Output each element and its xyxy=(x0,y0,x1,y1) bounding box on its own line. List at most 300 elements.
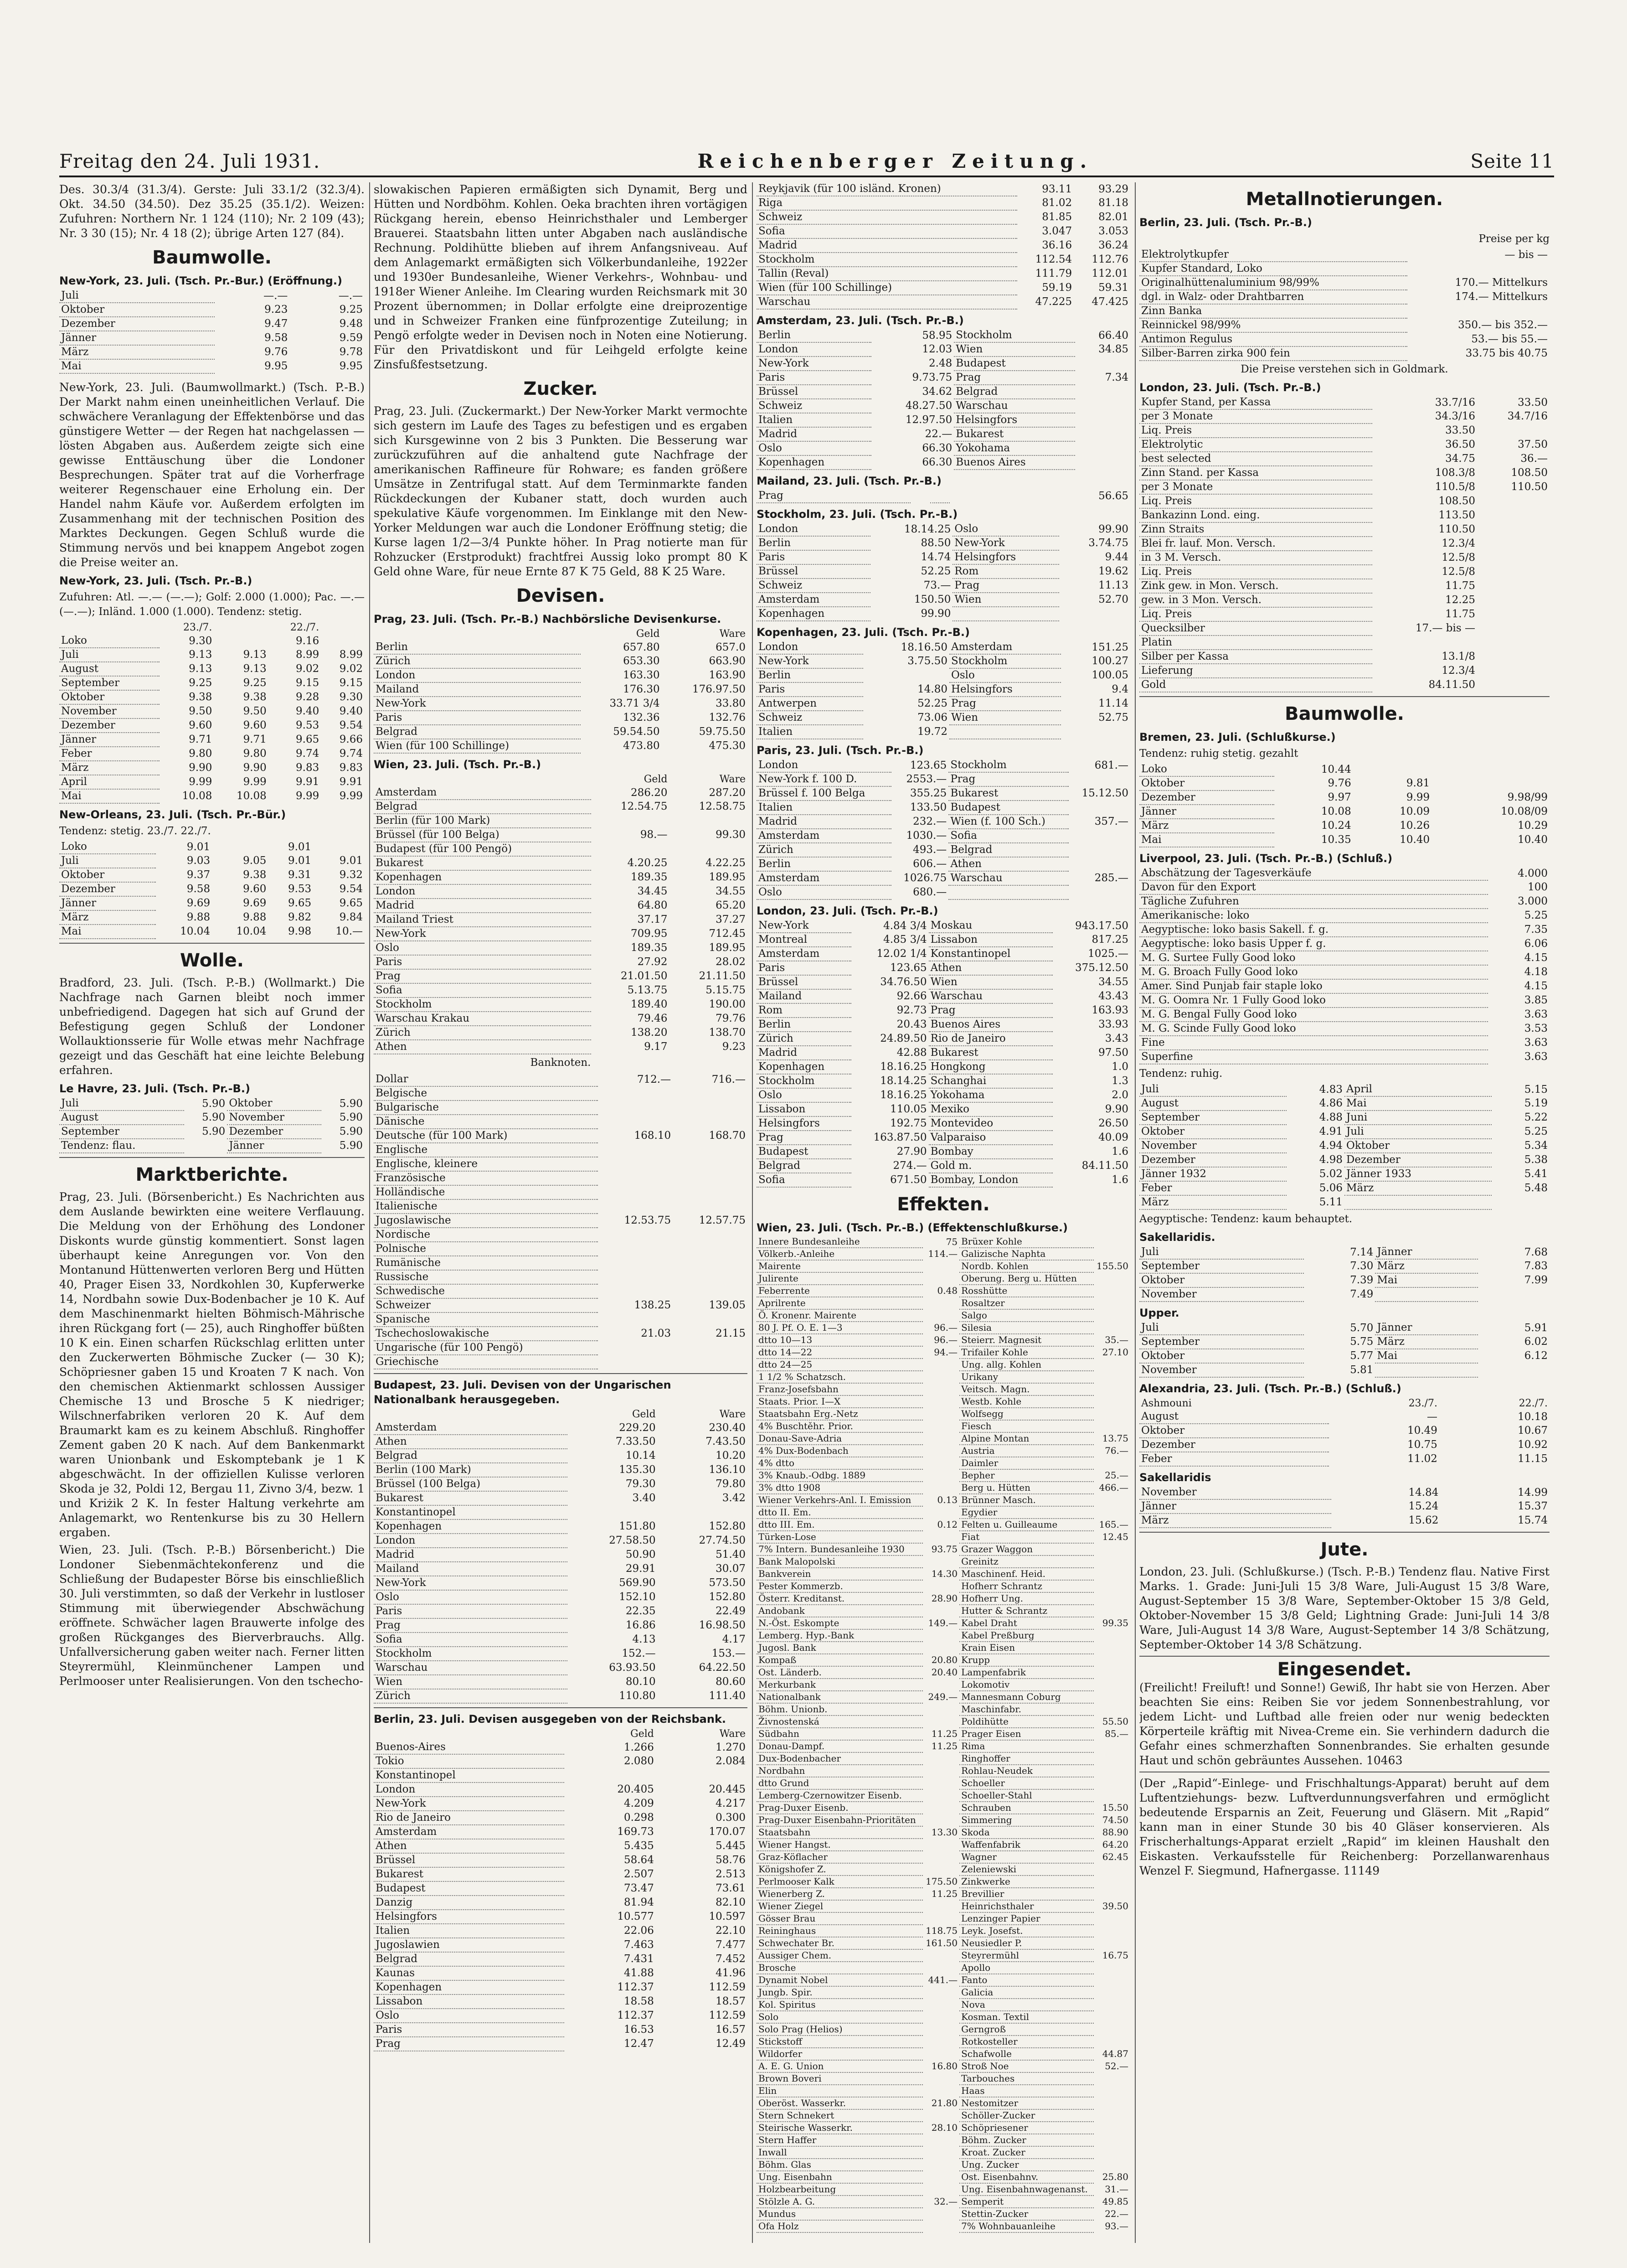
row-value: 41.96 xyxy=(716,1967,746,1979)
table-row xyxy=(374,1938,747,1952)
row-value: 5.48 xyxy=(1524,1182,1548,1194)
row-label: Poldihütte xyxy=(959,1715,1094,1728)
row-value: 12.3/4 xyxy=(1442,537,1476,549)
row-value: 357.— xyxy=(1094,816,1128,827)
row-value: 110.5/8 xyxy=(1435,481,1476,493)
table-row xyxy=(757,1159,1130,1173)
row-value: 20.40 xyxy=(931,1667,958,1678)
row-label: Bankverein xyxy=(757,1568,923,1580)
row-label: Staats. Prior. I—X xyxy=(757,1395,923,1408)
row-label: Athen xyxy=(929,961,1053,975)
table-row xyxy=(757,455,1130,470)
row-label: Stroß Noe xyxy=(959,2060,1094,2072)
row-label: Paris xyxy=(757,550,870,564)
row-label: Ung. Zucker xyxy=(959,2159,1094,2171)
row-value: 81.85 xyxy=(1042,211,1072,223)
table-sakellaridis-alexandria xyxy=(1139,1486,1550,1528)
row-label: Loko xyxy=(1139,763,1274,776)
row-label: in 3 M. Versch. xyxy=(1139,551,1372,565)
row-value: 52.25 xyxy=(917,697,947,709)
table-row xyxy=(757,2060,1130,2072)
row-value: 4.83 xyxy=(1319,1083,1343,1095)
amsterdam-head: Amsterdam, 23. Juli. (Tsch. Pr.-B.) xyxy=(757,314,964,327)
table-row xyxy=(59,1097,365,1111)
row-label: Hongkong xyxy=(929,1060,1053,1074)
table-row xyxy=(59,775,365,789)
row-label: per 3 Monate xyxy=(1139,409,1372,424)
table-row xyxy=(374,955,747,969)
row-label: Völkerb.-Anleihe xyxy=(757,1248,923,1260)
row-label: Innere Bundesanleihe xyxy=(757,1236,923,1248)
row-value xyxy=(1094,1703,1130,1715)
row-value xyxy=(1059,607,1130,621)
table-row xyxy=(757,342,1130,356)
table-row xyxy=(374,1435,747,1449)
row-label: Wiener Ziegel xyxy=(757,1900,923,1912)
table-row xyxy=(1139,1287,1550,1302)
row-label: Oktober xyxy=(1139,776,1274,790)
row-label: Italien xyxy=(757,801,891,815)
row-label: Brüssel (100 Belga) xyxy=(374,1477,567,1491)
table-row xyxy=(374,1896,747,1910)
row-value: 138.25 xyxy=(634,1299,671,1311)
row-value: 32.— xyxy=(934,2196,958,2207)
row-label: Rotkosteller xyxy=(959,2036,1094,2048)
row-label: September xyxy=(59,1125,184,1139)
row-label: Dezember xyxy=(59,718,160,733)
row-value: 18.58 xyxy=(623,1995,654,2007)
row-value: 19.72 xyxy=(917,726,947,738)
alexandria-head: Alexandria, 23. Juli. (Tsch. Pr.-B.) (Schluß.) xyxy=(1139,1382,1401,1395)
row-label: Loko xyxy=(59,634,160,648)
row-value: 355.25 xyxy=(910,787,947,799)
row-label: Oktober xyxy=(227,1097,321,1111)
row-label: August xyxy=(59,662,160,676)
row-value: 7.431 xyxy=(623,1953,654,1965)
row-value: 229.20 xyxy=(619,1421,656,1434)
row-value: 9.80 xyxy=(189,748,212,759)
row-value: 34.62 xyxy=(922,386,953,398)
table-row xyxy=(374,1825,747,1839)
row-value: 2.084 xyxy=(716,1755,746,1767)
row-label: Athen xyxy=(374,1839,564,1853)
row-value: 10.75 xyxy=(1407,1439,1437,1451)
row-value: 112.01 xyxy=(1092,268,1128,279)
row-value: 16.80 xyxy=(931,2061,958,2072)
row-value: 12.02 1/4 xyxy=(876,948,927,960)
table-row xyxy=(757,1715,1130,1728)
row-value: 39.50 xyxy=(1102,1901,1128,1912)
table-row xyxy=(374,969,747,983)
row-value xyxy=(1069,801,1130,815)
row-value: 108.3/8 xyxy=(1435,467,1476,479)
row-value xyxy=(923,1432,959,1445)
table-row xyxy=(757,1088,1130,1102)
row-label: Berlin xyxy=(757,857,891,871)
row-value: 88.50 xyxy=(921,537,951,549)
row-label: Sofia xyxy=(948,829,1069,843)
row-value: 2.507 xyxy=(623,1868,654,1880)
column-header: Geld xyxy=(632,1409,656,1420)
grain-intro: Des. 30.3/4 (31.3/4). Gerste: Juli 33.1/2 (32.3/4). Okt. 34.50 (34.50). Dez 35.25 (35.1/2). Weizen: Zufuhren: Northern Nr. 1 124 (110); Nr. 2 109 (43); Nr. 3 30 (15); Nr. 4 18 (2); übrige Arten 127 (84). xyxy=(59,183,365,240)
table-row xyxy=(757,1102,1130,1116)
row-value: 9.71 xyxy=(243,734,267,745)
row-value: 9.03 xyxy=(186,855,211,867)
row-value: 350.— bis 352.— xyxy=(1458,319,1548,331)
row-label: Paris xyxy=(757,961,851,975)
row-value: 9.38 xyxy=(243,869,267,881)
table-row xyxy=(1139,466,1550,480)
row-value: 22.35 xyxy=(625,1605,656,1617)
row-value: 9.83 xyxy=(296,762,319,774)
table-row xyxy=(59,733,365,747)
row-label: A. E. G. Union xyxy=(757,2060,923,2072)
table-row xyxy=(757,607,1130,621)
row-value: 28.10 xyxy=(931,2122,958,2133)
row-label: Greinitz xyxy=(959,1555,1094,1568)
row-label: Kopenhagen xyxy=(757,455,871,470)
row-value xyxy=(1061,725,1130,739)
row-value: —.— xyxy=(338,289,363,302)
table-row xyxy=(757,1617,1130,1629)
table-row xyxy=(757,441,1130,455)
table-row xyxy=(757,1863,1130,1875)
row-value: 9.95 xyxy=(264,360,288,372)
row-label: Buenos-Aires xyxy=(374,1741,564,1754)
row-label: Inwall xyxy=(757,2146,923,2159)
row-value xyxy=(1075,413,1130,427)
row-value xyxy=(1094,1740,1130,1752)
section-title-cotton: Baumwolle. xyxy=(152,247,272,268)
row-value: 9.48 xyxy=(339,318,363,330)
row-value xyxy=(923,1408,959,1420)
row-value: 66.40 xyxy=(1098,329,1128,341)
row-value: 138.70 xyxy=(709,1027,746,1038)
table-banknoten xyxy=(374,1073,747,1369)
row-value xyxy=(1094,1592,1130,1605)
table-row xyxy=(757,857,1130,871)
row-label: Paris xyxy=(374,711,581,725)
row-label: Juli xyxy=(1139,1321,1304,1335)
row-value xyxy=(923,1359,959,1371)
advertisement-nivea: (Freilicht! Freiluft! und Sonne!) Gewiß, Ihr habt sie von Herzen. Aber beachten Sie eins: Reiben Sie vor jedem Sonnenbestrahlung, vor jedem Licht- und Luftbad alle freien oder nur wenig bedeckten Körperteile kräftig mit Nivea-Creme ein. Sie verhindern dadurch die Gefahr eines schmerzhaften Sonnenbrandes. Sie erhalten gesunde Haut und schön gebräuntes Aussehen. 10463 xyxy=(1139,1681,1550,1767)
table-row xyxy=(374,654,747,668)
row-value: 22.— xyxy=(1105,2208,1128,2219)
row-label: Feber xyxy=(1139,1452,1329,1466)
row-value: 3.047 xyxy=(1042,225,1072,237)
row-value xyxy=(1075,385,1130,399)
row-value: 189.95 xyxy=(709,942,746,954)
table-row xyxy=(59,648,365,662)
row-label: Schweiz xyxy=(757,579,870,593)
row-label: Wienerberg Z. xyxy=(757,1888,923,1900)
row-value: 133.50 xyxy=(910,801,947,813)
row-value: 152.80 xyxy=(709,1520,746,1532)
row-value: 9.65 xyxy=(288,897,312,909)
row-value: 135.30 xyxy=(619,1464,656,1476)
table-row xyxy=(757,356,1130,371)
row-label: New-York f. 100 D. xyxy=(757,772,891,786)
row-value: 1.270 xyxy=(716,1741,746,1753)
row-value: 9.13 xyxy=(189,649,212,661)
row-value: 716.— xyxy=(711,1073,746,1085)
table-row xyxy=(757,697,1130,711)
row-value: 9.37 xyxy=(186,869,211,881)
table-row xyxy=(1139,867,1550,880)
row-value: 4.85 3/4 xyxy=(883,934,927,945)
row-value xyxy=(1069,843,1130,857)
row-label: Lenzinger Papier xyxy=(959,1912,1094,1925)
row-label: Madrid xyxy=(757,815,891,829)
row-value xyxy=(1094,1408,1130,1420)
table-ny-open xyxy=(59,289,365,374)
table-row xyxy=(59,718,365,733)
metal-berlin-note: Preise per kg xyxy=(1478,233,1550,245)
row-value xyxy=(1094,1962,1130,1974)
row-value: 97.50 xyxy=(1098,1047,1128,1059)
table-row xyxy=(757,1974,1130,1986)
row-label: London xyxy=(374,1534,567,1548)
row-value xyxy=(658,1505,747,1519)
row-value: 9.99 xyxy=(189,776,212,788)
row-label: Schafwolle xyxy=(959,2048,1094,2060)
row-value xyxy=(673,1355,747,1369)
row-value: 10.04 xyxy=(236,925,267,937)
row-value: 27.90 xyxy=(896,1146,927,1157)
row-value xyxy=(1094,1863,1130,1875)
row-label: 4% Buschtěhr. Prior. xyxy=(757,1420,923,1432)
row-value: 9.71 xyxy=(189,734,212,745)
row-label: Wildorfer xyxy=(757,2048,923,2060)
row-label: Brüxer Kohle xyxy=(959,1236,1094,1248)
row-label: Amsterdam xyxy=(757,947,851,961)
row-value: 169.73 xyxy=(617,1826,654,1838)
row-value xyxy=(1094,1912,1130,1925)
row-label: Madrid xyxy=(757,238,1017,253)
row-label: Oslo xyxy=(374,2009,564,2023)
row-label: Berlin xyxy=(757,536,870,550)
row-value xyxy=(1094,2097,1130,2109)
row-value: 15.12.50 xyxy=(1081,787,1128,799)
row-label: Kopenhagen xyxy=(374,1519,567,1534)
table-row xyxy=(59,345,365,359)
row-label: März xyxy=(1139,1195,1287,1209)
row-value: 5.22 xyxy=(1524,1111,1548,1123)
table-row xyxy=(1139,409,1550,424)
table-row xyxy=(757,1580,1130,1592)
row-value xyxy=(598,1270,673,1284)
row-value: 17.— bis — xyxy=(1415,622,1476,634)
row-label: Holzbearbeitung xyxy=(757,2183,923,2196)
table-row xyxy=(757,2023,1130,2036)
column-header xyxy=(374,773,591,786)
row-value: 99.90 xyxy=(921,608,951,620)
table-row xyxy=(1139,1153,1550,1167)
row-value: 100 xyxy=(1528,881,1548,893)
row-label: Helsingfors xyxy=(953,550,1059,564)
row-value: 712.45 xyxy=(709,928,746,940)
row-value xyxy=(1477,678,1550,692)
table-row xyxy=(757,1383,1130,1395)
row-label: Rosaltzer xyxy=(959,1297,1094,1309)
row-value: 34.85 xyxy=(1098,343,1128,355)
row-value: 63.93.50 xyxy=(609,1662,656,1674)
row-label: Schoeller-Stahl xyxy=(959,1789,1094,1802)
table-row xyxy=(374,1689,747,1703)
row-value: 709.95 xyxy=(630,928,668,940)
table-row xyxy=(757,1531,1130,1543)
table-row xyxy=(757,536,1130,550)
row-label: Athen xyxy=(374,1040,591,1054)
row-label: Amsterdam xyxy=(757,829,891,843)
table-row xyxy=(757,2183,1130,2196)
table-row xyxy=(59,359,365,373)
row-value: 152.80 xyxy=(709,1591,746,1603)
row-value: 9.60 xyxy=(189,719,212,731)
row-value: 7.68 xyxy=(1524,1246,1548,1258)
table-row xyxy=(59,662,365,676)
row-value xyxy=(1094,1395,1130,1408)
table-row xyxy=(757,1420,1130,1432)
table-row xyxy=(374,1562,747,1576)
row-value: 112.54 xyxy=(1035,253,1072,265)
row-value: 12.53.75 xyxy=(624,1214,671,1226)
row-label: Jänner xyxy=(227,1139,321,1153)
row-value: 681.— xyxy=(1094,759,1128,771)
row-value: 132.36 xyxy=(623,712,660,723)
row-value: 22.06 xyxy=(623,1925,654,1937)
liverpool-tendenz: Tendenz: ruhig. xyxy=(1139,1068,1223,1080)
table-row xyxy=(1139,1452,1550,1466)
row-value: 20.43 xyxy=(896,1018,927,1030)
row-label: Warschau xyxy=(929,989,1053,1003)
row-value xyxy=(923,1309,959,1322)
row-value xyxy=(673,1284,747,1298)
table-row xyxy=(757,1999,1130,2011)
row-value xyxy=(923,1272,959,1285)
table-row xyxy=(374,1491,747,1505)
row-value xyxy=(1094,1248,1130,1260)
row-label: Urikany xyxy=(959,1371,1094,1383)
row-value: 7.49 xyxy=(1350,1288,1374,1300)
row-label: Böhm. Unionb. xyxy=(757,1703,923,1715)
row-value: 9.01 xyxy=(288,855,312,867)
row-value: 10.20 xyxy=(716,1450,746,1462)
row-label xyxy=(1375,1363,1478,1377)
row-value: 64.20 xyxy=(1102,1839,1128,1850)
row-label: Konstantinopel xyxy=(929,947,1053,961)
row-value xyxy=(923,1814,959,1826)
table-row xyxy=(1139,951,1550,965)
row-label: Tallin (Reval) xyxy=(757,267,1017,281)
row-label: Mai xyxy=(59,359,215,373)
ashmouni-head: Ashmouni xyxy=(1141,1398,1192,1409)
table-row xyxy=(757,1408,1130,1420)
row-label: Wiener Verkehrs-Anl. I. Emission xyxy=(757,1494,923,1506)
row-value: 817.25 xyxy=(1092,934,1128,945)
row-value xyxy=(1477,537,1550,551)
row-value: 170.07 xyxy=(709,1826,746,1838)
row-label: Felten u. Guilleaume xyxy=(959,1519,1094,1531)
row-label: Wien (für 100 Schillinge) xyxy=(757,281,1017,295)
row-value: 249.— xyxy=(928,1691,958,1702)
row-label: August xyxy=(1139,1410,1329,1424)
row-label: Ung. allg. Kohlen xyxy=(959,1359,1094,1371)
table-row xyxy=(374,1618,747,1633)
row-value: 168.10 xyxy=(634,1130,671,1142)
table-row xyxy=(1139,565,1550,579)
table-row xyxy=(59,882,365,896)
row-label: Italien xyxy=(374,1924,564,1938)
row-label: Prager Eisen xyxy=(959,1728,1094,1740)
row-value: — bis — xyxy=(1504,248,1548,261)
row-label: Brown Boveri xyxy=(757,2072,923,2085)
row-value: 9.65 xyxy=(296,734,319,745)
row-value: 5.34 xyxy=(1524,1140,1548,1152)
table-row xyxy=(374,997,747,1012)
row-label: Donau-Dampf. xyxy=(757,1740,923,1752)
table-row xyxy=(757,682,1130,697)
table-row xyxy=(1139,1007,1550,1022)
row-label: Mai xyxy=(59,925,156,939)
row-value: 9.95 xyxy=(339,360,363,372)
ny-open-head: New-York, 23. Juli. (Tsch. Pr.-Bur.) (Eröffnung.) xyxy=(59,274,342,287)
row-label: Buenos Aires xyxy=(954,455,1075,470)
row-value: 31.— xyxy=(1105,2184,1128,2195)
table-sakellaridis xyxy=(1139,1245,1550,1302)
row-value: 9.25 xyxy=(189,677,212,689)
row-value xyxy=(1477,664,1550,678)
row-value: 51.40 xyxy=(716,1549,746,1560)
row-value: 53.— bis 55.— xyxy=(1471,333,1548,345)
row-value: 9.30 xyxy=(339,691,363,703)
row-label: März xyxy=(59,345,215,359)
row-value: 9.40 xyxy=(339,705,363,717)
alex-col-head: 23./7. xyxy=(1408,1398,1437,1409)
row-value xyxy=(1094,2023,1130,2036)
row-label: London xyxy=(374,668,581,682)
row-label: 4% Dux-Bodenbach xyxy=(757,1445,923,1457)
row-value xyxy=(923,1580,959,1592)
table-row xyxy=(59,690,365,704)
row-label: Austria xyxy=(959,1445,1094,1457)
row-label: Riga xyxy=(757,196,1017,210)
table-row xyxy=(374,1040,747,1054)
table-row xyxy=(757,801,1130,815)
row-value: 712.— xyxy=(637,1073,671,1085)
row-value xyxy=(1094,1654,1130,1666)
row-label: Mairente xyxy=(757,1260,923,1272)
row-value: 9.31 xyxy=(288,869,312,881)
table-row xyxy=(757,1519,1130,1531)
row-value: 190.00 xyxy=(709,998,746,1010)
row-value xyxy=(673,1100,747,1115)
banknoten-head: Banknoten. xyxy=(530,1057,591,1069)
table-liverpool-futures xyxy=(1139,1083,1550,1210)
row-label: Ö. Kronenr. Mairente xyxy=(757,1309,923,1322)
page-header xyxy=(59,145,1554,172)
table-row xyxy=(757,961,1130,975)
column-header xyxy=(374,627,581,641)
row-label: Oberöst. Wasserkr. xyxy=(757,2097,923,2109)
row-value: 1.3 xyxy=(1112,1075,1128,1087)
row-value: 163.90 xyxy=(709,669,746,681)
jute-report: London, 23. Juli. (Schlußkurse.) (Tsch. P.-B.) Tendenz flau. Native First Marks. 1. Grade: Juni-Juli 15 3/8 Ware, Juli-August 15 3/8 Ware, August-September 15 3/8 Ware, September-Oktober 15 3/8 Geld, Oktober-November 15 3/8 Geld; Lightning Grade: Juni-Juli 14 3/8 Ware, Juli-August 14 3/8 Ware, August-September 14 3/8 Schätzung, September-Oktober 14 3/8 Schätzung. xyxy=(1139,1565,1550,1651)
row-value: 4.22.25 xyxy=(705,857,746,869)
row-value: 108.50 xyxy=(1511,467,1548,479)
row-value xyxy=(1094,1322,1130,1334)
row-value xyxy=(212,840,268,854)
